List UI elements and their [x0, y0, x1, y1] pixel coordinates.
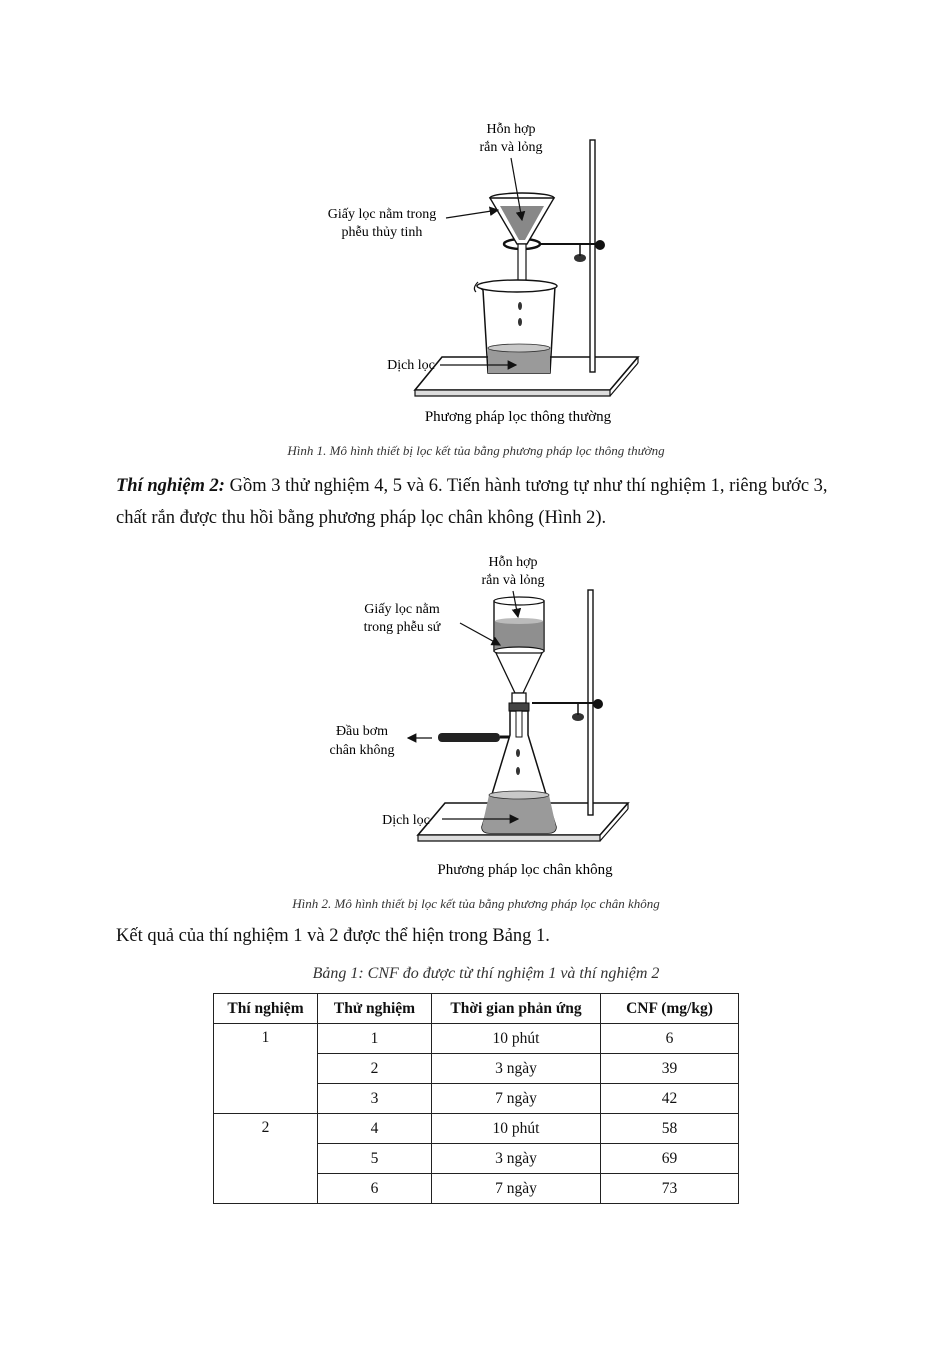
header-trial: Thử nghiệm	[318, 994, 432, 1024]
porcelain-funnel	[494, 597, 544, 711]
cnf-cell: 42	[601, 1084, 739, 1114]
trial-cell: 1	[318, 1024, 432, 1054]
fig2-label-paper-2: trong phễu sứ	[363, 620, 441, 635]
header-time: Thời gian phản ứng	[432, 994, 601, 1024]
time-cell: 7 ngày	[432, 1084, 601, 1114]
time-cell: 7 ngày	[432, 1174, 601, 1204]
header-cnf: CNF (mg/kg)	[601, 994, 739, 1024]
fig1-label-paper-1: Giấy lọc nằm trong	[327, 207, 437, 222]
cnf-cell: 69	[601, 1144, 739, 1174]
time-cell: 3 ngày	[432, 1144, 601, 1174]
figure-2-caption: Hình 2. Mô hình thiết bị lọc kết tủa bằng phương pháp lọc chân không	[292, 896, 660, 911]
cnf-cell: 58	[601, 1114, 739, 1144]
vacuum-hose	[438, 733, 510, 742]
glass-funnel	[490, 193, 554, 326]
fig1-label-mixture-1: Hỗn hợp	[486, 122, 536, 137]
fig2-label-pump-1: Đầu bơm	[335, 724, 389, 739]
trial-cell: 5	[318, 1144, 432, 1174]
trial-cell: 4	[318, 1114, 432, 1144]
fig2-title: Phương pháp lọc chân không	[437, 862, 613, 878]
header-experiment: Thí nghiệm	[214, 994, 318, 1024]
table-1-caption: Bảng 1: CNF đo được từ thí nghiệm 1 và thí nghiệm 2	[312, 965, 660, 982]
fig2-label-pump-2: chân không	[329, 743, 395, 758]
experiment-2-text: Gồm 3 thử nghiệm 4, 5 và 6. Tiến hành tương tự như thí nghiệm 1, riêng bước 3, chất rắn được thu hồi bằng phương pháp lọc chân không (Hình 2).	[116, 476, 828, 528]
trial-cell: 3	[318, 1084, 432, 1114]
cnf-cell: 6	[601, 1024, 739, 1054]
stand-rod	[590, 140, 595, 372]
fig1-title: Phương pháp lọc thông thường	[424, 409, 612, 425]
table-header-row	[214, 994, 739, 1024]
time-cell: 10 phút	[432, 1024, 601, 1054]
experiment-2-lead: Thí nghiệm 2:	[116, 476, 225, 496]
fig2-label-mixture-2: rắn và lỏng	[481, 573, 545, 588]
trial-cell: 2	[318, 1054, 432, 1084]
figure-1-caption: Hình 1. Mô hình thiết bị lọc kết tủa bằng phương pháp lọc thông thường	[287, 443, 665, 458]
fig2-label-paper-1: Giấy lọc nằm	[364, 602, 440, 617]
experiment-cell: 1	[214, 1024, 318, 1114]
figure-1-diagram	[300, 110, 660, 430]
trial-cell: 6	[318, 1174, 432, 1204]
fig1-label-paper-2: phễu thủy tinh	[341, 225, 423, 240]
fig1-label-filtrate: Dịch lọc	[387, 358, 435, 373]
beaker	[474, 280, 557, 373]
results-paragraph: Kết quả của thí nghiệm 1 và 2 được thể hiện trong Bảng 1.	[116, 926, 550, 946]
fig2-label-mixture-1: Hỗn hợp	[488, 555, 538, 570]
buchner-flask	[482, 711, 556, 833]
table-row	[214, 1114, 739, 1144]
cnf-cell: 73	[601, 1174, 739, 1204]
fig1-label-mixture-2: rắn và lỏng	[479, 140, 543, 155]
figure-2-diagram	[300, 545, 660, 885]
fig2-label-filtrate: Dịch lọc	[382, 813, 430, 828]
time-cell: 10 phút	[432, 1114, 601, 1144]
table-row	[214, 1024, 739, 1054]
experiment-cell: 2	[214, 1114, 318, 1204]
cnf-cell: 39	[601, 1054, 739, 1084]
time-cell: 3 ngày	[432, 1054, 601, 1084]
results-table	[213, 993, 739, 1204]
experiment-2-paragraph	[116, 470, 846, 534]
